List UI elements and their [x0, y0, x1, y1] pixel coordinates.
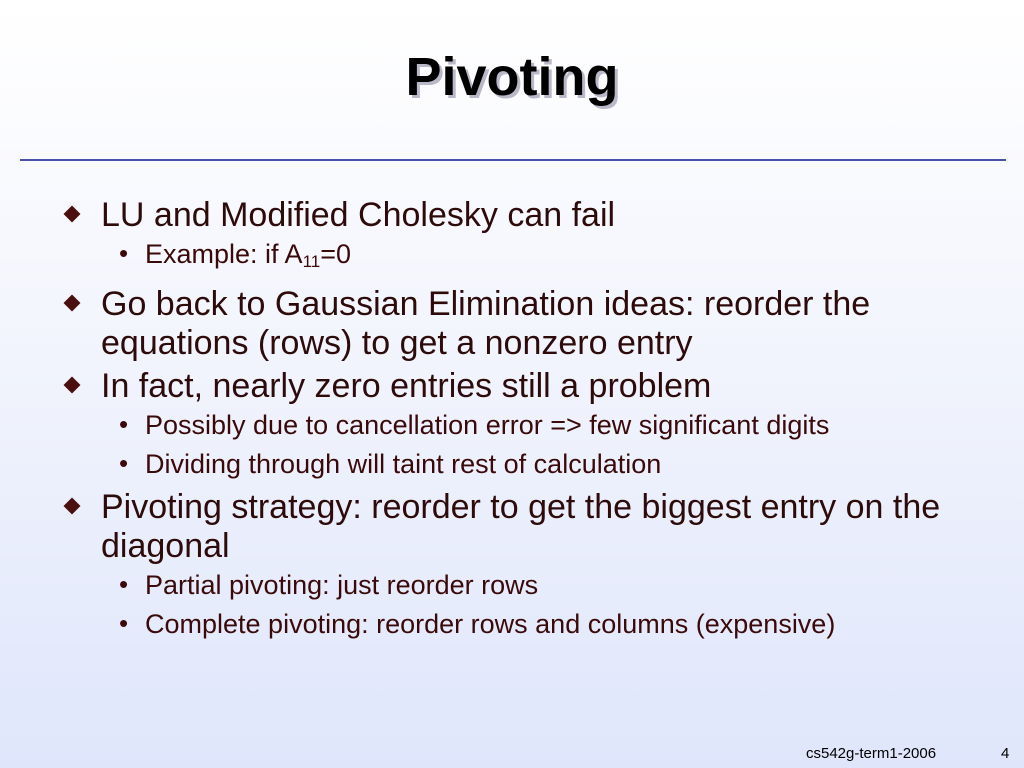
- slide-title: Pivoting: [405, 47, 619, 107]
- bullet-text: LU and Modified Cholesky can fail: [101, 196, 616, 234]
- sub-bullet-item: [107, 239, 982, 277]
- diamond-bullet-icon: [64, 206, 81, 223]
- sub-bullet-item: [107, 410, 982, 441]
- title-divider: [20, 159, 1006, 161]
- sub-bullet-text: Partial pivoting: just reorder rows: [145, 570, 539, 600]
- bullet-text: Go back to Gaussian Elimination ideas: reorder the equations (rows) to get a nonzero entry: [101, 285, 871, 362]
- sub-bullet-item: [107, 449, 982, 480]
- footer-course-label: cs542g-term1-2006: [806, 745, 937, 762]
- sub-bullet-text: Complete pivoting: reorder rows and columns (expensive): [145, 609, 836, 639]
- dot-bullet-icon: •: [119, 569, 129, 599]
- dot-bullet-icon: •: [119, 448, 129, 478]
- sub-bullet-text: Dividing through will taint rest of calculation: [145, 449, 662, 479]
- dot-bullet-icon: •: [119, 238, 129, 268]
- bullet-text: In fact, nearly zero entries still a problem: [101, 367, 712, 405]
- diamond-bullet-icon: [64, 295, 81, 312]
- bullet-item: [62, 488, 982, 566]
- bullet-list: [62, 196, 982, 648]
- sub-bullet-item: [107, 570, 982, 601]
- dot-bullet-icon: •: [119, 409, 129, 439]
- diamond-bullet-icon: [64, 498, 81, 515]
- dot-bullet-icon: •: [119, 608, 129, 638]
- bullet-item: [62, 367, 982, 406]
- subscript: 11: [302, 252, 321, 271]
- bullet-item: [62, 196, 982, 235]
- bullet-text: Pivoting strategy: reorder to get the biggest entry on the diagonal: [101, 488, 941, 565]
- sub-bullet-text: Example: if $A_{11}=0$: [145, 239, 352, 271]
- diamond-bullet-icon: [64, 377, 81, 394]
- sub-bullet-item: [107, 609, 982, 640]
- bullet-item: [62, 285, 982, 363]
- footer-page-number: 4: [1001, 745, 1010, 762]
- sub-bullet-text: Possibly due to cancellation error => few significant digits: [145, 410, 830, 440]
